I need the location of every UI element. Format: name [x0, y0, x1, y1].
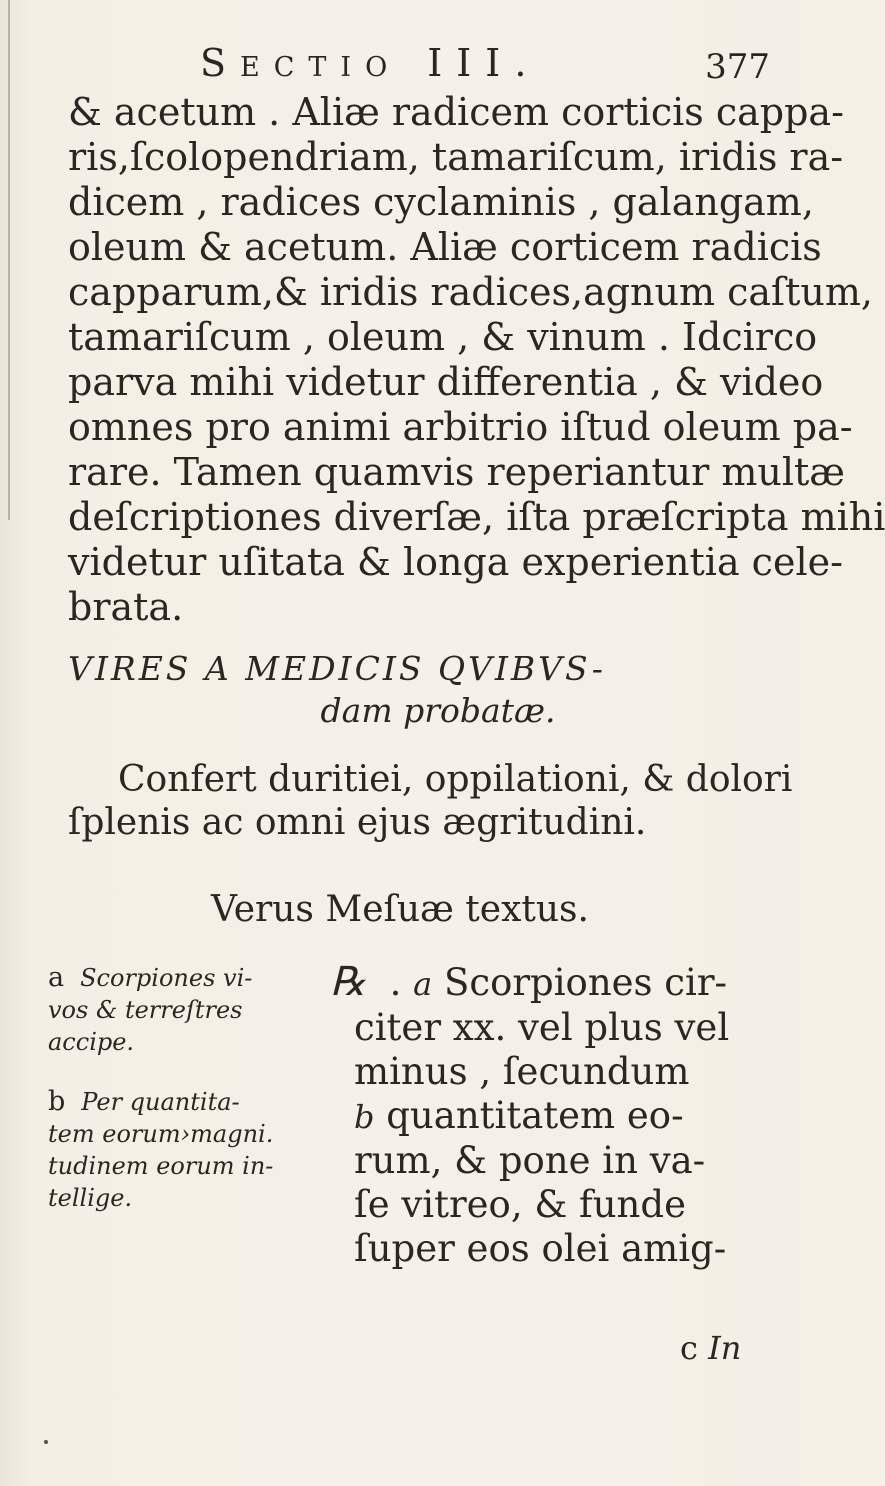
ink-speck [44, 1440, 48, 1444]
recipe-line: citer xx. vel plus vel [354, 1006, 730, 1049]
note-reference-mark: b [354, 1098, 375, 1136]
body-line: omnes pro animi arbitrio iſtud oleum pa- [68, 405, 853, 449]
marginal-notes [48, 962, 298, 1242]
recipe-line: ſuper eos olei amig- [354, 1227, 727, 1270]
body-line: brata. [68, 585, 184, 629]
body-line: tamariſcum , oleum , & vinum . Idcirco [68, 315, 818, 359]
recipe-line: ℞ . a Scorpiones cir- [330, 959, 728, 1005]
body-line: & acetum . Aliæ radicem corticis cappa- [68, 90, 844, 134]
recipe-line-text: quantitatem eo- [386, 1094, 684, 1137]
recipe-line: ſe vitreo, & funde [354, 1183, 686, 1226]
running-head: Sectio III. [200, 41, 541, 85]
body-line: rare. Tamen quamvis reperiantur multæ [68, 450, 845, 494]
catchword-text: In [708, 1329, 742, 1367]
note-line: tem eorum›magni. [48, 1120, 274, 1148]
recipe-text [330, 960, 770, 1271]
marginal-note [48, 1086, 298, 1214]
page-number: 377 [705, 47, 770, 87]
note-line: tudinem eorum in- [48, 1152, 274, 1180]
subheading: Verus Meſuæ textus. [211, 889, 589, 930]
note-line [48, 962, 298, 994]
catchword [680, 1328, 741, 1368]
body-line: videtur uſitata & longa experientia cele- [68, 540, 843, 584]
signature-mark: c [680, 1329, 698, 1367]
note-text: Scorpiones vi- [80, 964, 253, 992]
recipe-line-text: Scorpiones cir- [444, 961, 728, 1004]
recipe-symbol: ℞ [330, 959, 366, 1005]
body-line: oleum & acetum. Aliæ corticem radicis [68, 225, 822, 269]
note-key: b [48, 1086, 66, 1117]
confert-paragraph [68, 758, 793, 844]
marginal-note [48, 962, 298, 1058]
section-heading-line: VIRES A MEDICIS QVIBVS- [68, 649, 606, 688]
note-line: accipe. [48, 1028, 135, 1056]
binding-gutter [8, 0, 10, 520]
recipe-line [330, 1094, 770, 1139]
note-key: a [48, 962, 65, 993]
confert-line: Confert duritiei, oppilationi, & dolori [118, 759, 793, 800]
body-line: ris,ſcolopendriam, tamariſcum, iridis ra- [68, 135, 844, 179]
note-line: vos & terreſtres [48, 996, 243, 1024]
recipe-line: minus , ſecundum [354, 1050, 690, 1093]
body-paragraph [68, 90, 885, 630]
note-line [48, 1086, 298, 1118]
page-header [200, 38, 770, 88]
body-line: deſcriptiones diverſæ, iſta præſcripta mihi [68, 495, 885, 539]
body-line: parva mihi videtur differentia , & video [68, 360, 824, 404]
section-heading [68, 648, 768, 732]
note-reference-mark: a [413, 965, 433, 1003]
body-line: capparum,& iridis radices,agnum caſtum, [68, 270, 873, 314]
confert-line: ſplenis ac omni ejus ægritudini. [68, 802, 647, 843]
section-heading-line: dam probatæ. [320, 691, 556, 730]
recipe-line: rum, & pone in va- [354, 1139, 706, 1182]
body-line: dicem , radices cyclaminis , galangam, [68, 180, 814, 224]
note-line: tellige. [48, 1184, 133, 1212]
note-text: Per quantita- [81, 1088, 240, 1116]
